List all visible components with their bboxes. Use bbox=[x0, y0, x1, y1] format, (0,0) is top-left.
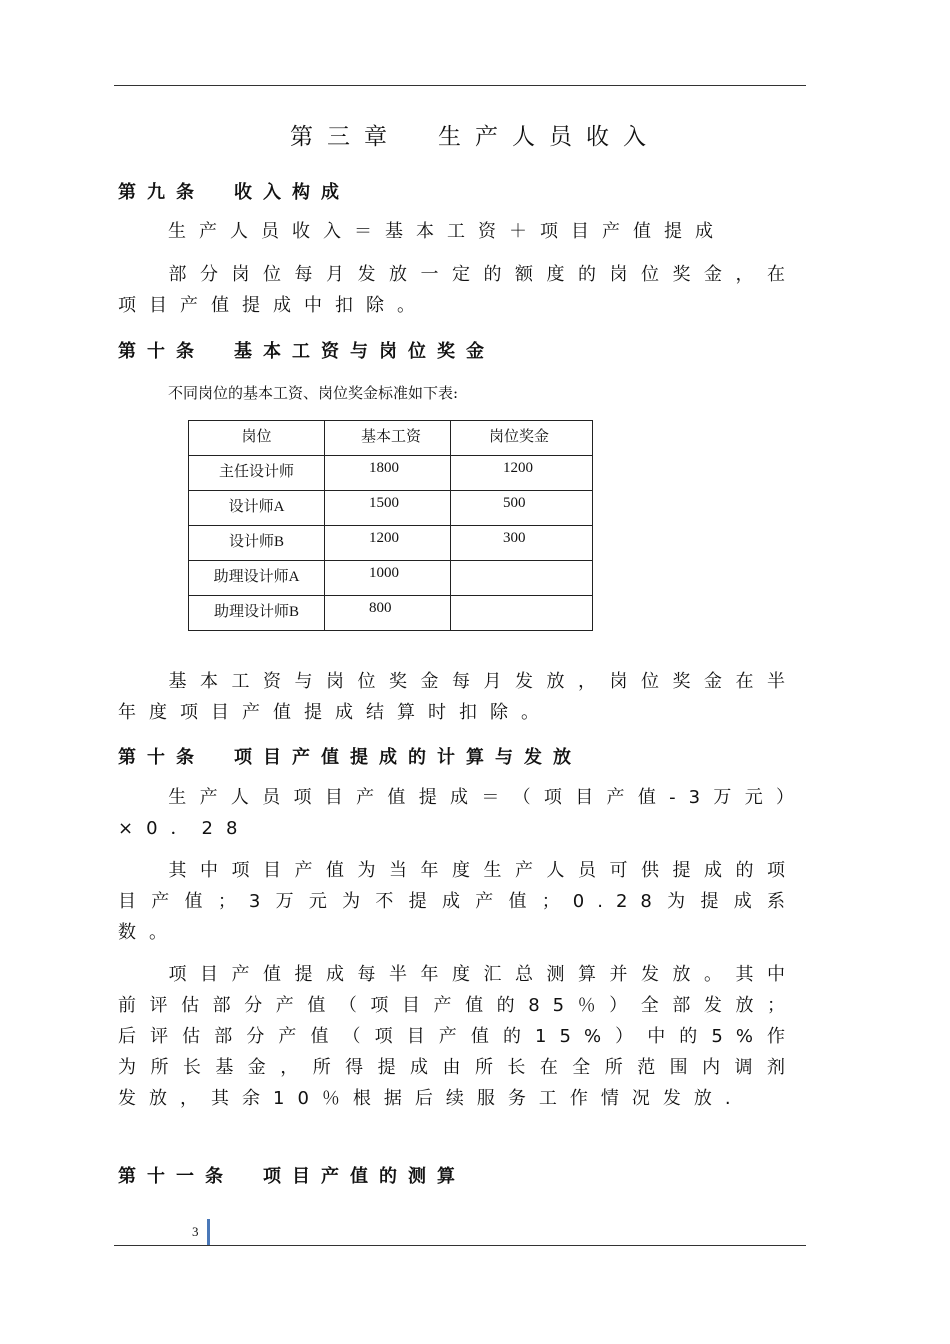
header-base-salary: 基本工资 bbox=[325, 421, 451, 456]
cell-position: 助理设计师B bbox=[189, 596, 325, 631]
cell-base-salary: 800 bbox=[325, 596, 451, 631]
table-intro: 不同岗位的基本工资、岗位奖金标准如下表: bbox=[168, 384, 459, 402]
header-rule bbox=[114, 85, 806, 86]
article-9-formula: 生产人员收入＝基本工资＋项目产值提成 bbox=[168, 221, 726, 242]
cell-bonus: 300 bbox=[451, 526, 593, 561]
article-10-text: 基本工资与岗位奖金每月发放，岗位奖金在半年度项目产值提成结算时扣除。 bbox=[118, 671, 798, 723]
article-10b-heading: 第十条 项目产值提成的计算与发放 bbox=[118, 747, 582, 768]
article-9-paragraph-2 bbox=[118, 259, 798, 321]
table-row bbox=[189, 456, 593, 491]
cell-position: 主任设计师 bbox=[189, 456, 325, 491]
article-10b-text-2: 项目产值提成每半年度汇总测算并发放。其中前评估部分产值（项目产值的85％）全部发放；后评估部分产值（项目产值的15%）中的5%作为所长基金，所得提成由所长在全所范围内调剂发放，其余10％根据后续服务工作情况发放. bbox=[118, 964, 798, 1109]
cell-bonus bbox=[451, 561, 593, 596]
header-bonus: 岗位奖金 bbox=[451, 421, 593, 456]
article-9-heading: 第九条 收入构成 bbox=[118, 182, 350, 203]
page-number: 3 bbox=[192, 1224, 199, 1239]
cell-position: 助理设计师A bbox=[189, 561, 325, 596]
article-10-heading: 第十条 基本工资与岗位奖金 bbox=[118, 341, 495, 362]
article-10b-paragraph-1 bbox=[118, 782, 798, 844]
article-10b-formula: 生产人员项目产值提成＝（项目产值-3万元）×0．28 bbox=[118, 787, 798, 839]
article-10b-paragraph-3 bbox=[118, 959, 798, 1114]
article-10b-paragraph-2 bbox=[118, 855, 798, 948]
article-10-paragraph bbox=[118, 666, 798, 728]
article-9-text: 部分岗位每月发放一定的额度的岗位奖金，在项目产值提成中扣除。 bbox=[118, 264, 798, 316]
table-row bbox=[189, 491, 593, 526]
cell-base-salary: 1800 bbox=[325, 456, 451, 491]
table-row bbox=[189, 561, 593, 596]
article-10b-text-1: 其中项目产值为当年度生产人员可供提成的项目产值；3万元为不提成产值；0.28为提成系数。 bbox=[118, 860, 798, 943]
table-header-row bbox=[189, 421, 593, 456]
cell-base-salary: 1500 bbox=[325, 491, 451, 526]
table-row bbox=[189, 596, 593, 631]
header-position: 岗位 bbox=[189, 421, 325, 456]
cell-base-salary: 1200 bbox=[325, 526, 451, 561]
article-9-paragraph-1 bbox=[118, 216, 798, 247]
cell-bonus: 500 bbox=[451, 491, 593, 526]
cell-bonus: 1200 bbox=[451, 456, 593, 491]
article-11-heading: 第十一条 项目产值的测算 bbox=[118, 1166, 466, 1187]
cell-position: 设计师A bbox=[189, 491, 325, 526]
salary-table bbox=[188, 420, 593, 631]
cell-base-salary: 1000 bbox=[325, 561, 451, 596]
footer-rule bbox=[114, 1245, 806, 1246]
chapter-title: 第三章 生产人员收入 bbox=[290, 124, 660, 150]
cell-position: 设计师B bbox=[189, 526, 325, 561]
cell-bonus bbox=[451, 596, 593, 631]
page-number-bar bbox=[207, 1219, 210, 1245]
table-row bbox=[189, 526, 593, 561]
